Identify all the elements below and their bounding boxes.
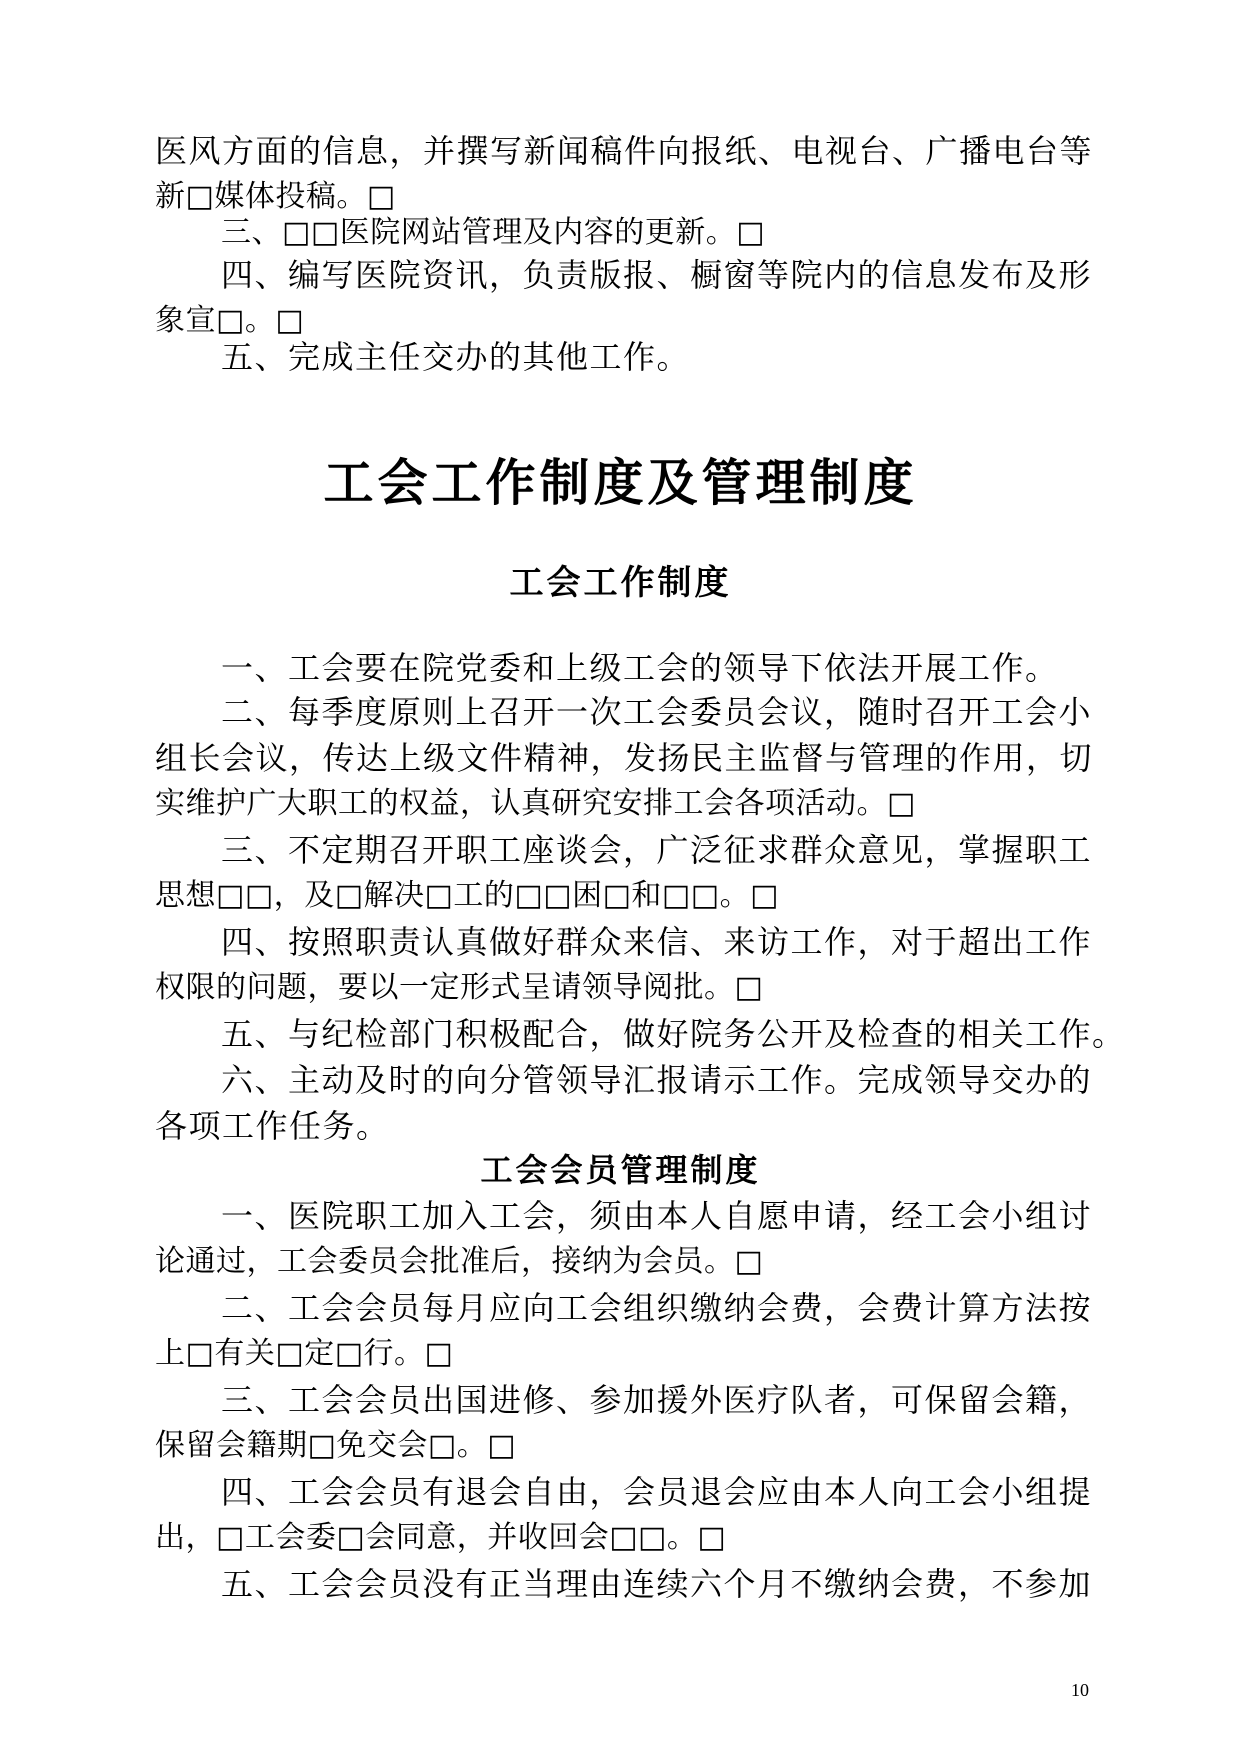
text-line: 一、医院职工加入工会，须由本人自愿申请，经工会小组讨 (221, 1197, 1093, 1235)
text-line: 出，□工会委□会同意，并收回会□□。□ (155, 1520, 727, 1555)
list-item (155, 1011, 1151, 1057)
text-line: 论通过，工会委员会批准后，接纳为会员。□ (155, 1244, 764, 1279)
text-line: 三、□□医院网站管理及内容的更新。□ (221, 215, 766, 250)
page-title: 工会工作制度及管理制度 (323, 454, 918, 512)
paragraph-hospital-news (155, 252, 1093, 344)
text-line: 二、每季度原则上召开一次工会委员会议，随时召开工会小 (221, 693, 1093, 731)
paragraph-other-work (155, 334, 1151, 380)
text-line: 权限的问题，要以一定形式呈请领导阅批。□ (155, 970, 764, 1005)
text-line: 四、工会会员有退会自由，会员退会应由本人向工会小组提 (221, 1473, 1093, 1511)
section-title-member-management: 工会会员管理制度 (480, 1151, 761, 1189)
list-item (155, 689, 1094, 827)
text-line: 实维护广大职工的权益，认真研究安排工会各项活动。□ (155, 786, 916, 821)
text-line: 三、不定期召开职工座谈会，广泛征求群众意见，掌握职工 (221, 831, 1093, 869)
text-line: 六、主动及时的向分管领导汇报请示工作。完成领导交办的 (221, 1061, 1093, 1099)
text-line: 一、工会要在院党委和上级工会的领导下依法开展工作。 (221, 649, 1059, 687)
paragraph-media-info (155, 128, 1094, 220)
list-item (155, 1285, 1093, 1377)
text-line: 上□有关□定□行。□ (155, 1336, 454, 1371)
list-item (155, 1469, 1093, 1561)
text-line: 五、与纪检部门积极配合，做好院务公开及检查的相关工作。 (221, 1015, 1126, 1053)
section-title-union-work: 工会工作制度 (509, 563, 732, 603)
list-item (155, 645, 1151, 691)
text-line: 四、编写医院资讯，负责版报、橱窗等院内的信息发布及形 (221, 256, 1093, 294)
text-line: 保留会籍期□免交会□。□ (155, 1428, 517, 1463)
list-item (155, 1193, 1093, 1285)
text-line: 新□媒体投稿。□ (155, 179, 396, 214)
paragraph-website-management (155, 210, 1151, 256)
page-number: 10 (1071, 1680, 1089, 1700)
text-line: 四、按照职责认真做好群众来信、来访工作，对于超出工作 (221, 923, 1093, 961)
list-item (155, 1561, 1093, 1607)
text-line: 思想□□，及□解决□工的□□困□和□□。□ (155, 878, 779, 913)
text-line: 二、工会会员每月应向工会组织缴纳会费，会费计算方法按 (221, 1289, 1093, 1327)
list-item (155, 1057, 1093, 1149)
text-line: 各项工作任务。 (155, 1107, 390, 1145)
text-line: 象宣□。□ (155, 303, 305, 338)
text-line: 医风方面的信息，并撰写新闻稿件向报纸、电视台、广播电台等 (155, 132, 1094, 170)
text-line: 五、完成主任交办的其他工作。 (221, 338, 691, 376)
list-item (155, 1377, 1093, 1469)
text-line: 三、工会会员出国进修、参加援外医疗队者，可保留会籍， (221, 1381, 1093, 1419)
text-line: 组长会议，传达上级文件精神，发扬民主监督与管理的作用，切 (155, 739, 1094, 777)
text-line: 五、工会会员没有正当理由连续六个月不缴纳会费，不参加 (221, 1565, 1093, 1603)
list-item (155, 827, 1093, 919)
list-item (155, 919, 1093, 1011)
